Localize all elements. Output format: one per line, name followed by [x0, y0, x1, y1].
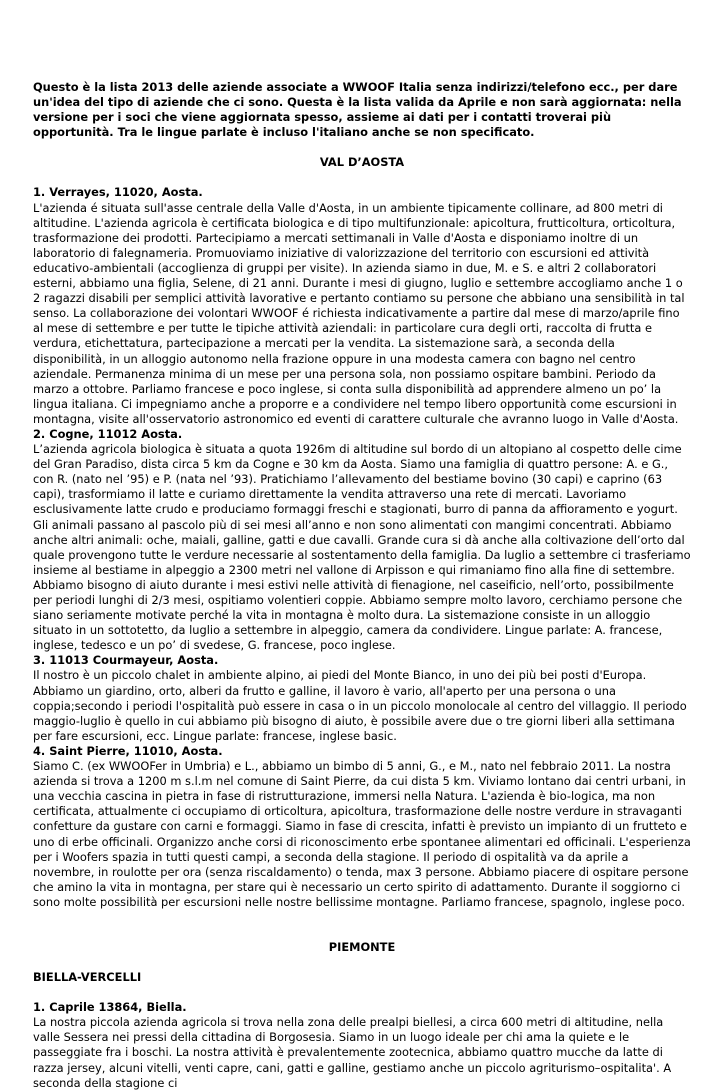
- farm-heading: 1. Caprile 13864, Biella.: [33, 1000, 187, 1015]
- farm-entry-saint-pierre: [33, 744, 691, 910]
- farm-heading: 2. Cogne, 11012 Aosta.: [33, 426, 183, 441]
- farm-description: L’azienda agricola biologica è situata a quota 1926m di altitudine sul bordo di un altopiano al cospetto delle cime del Gran Paradiso, dista circa 5 km da Cogne e 30 km da Aosta. Siamo una famiglia di quattro persone: A. e G., con R. (nato nel ’95) e P. (nata nel ’93). Pratichiamo l’allevamento del bestiame bovino (30 capi) e caprino (63 capi), trasformiamo il latte e curiamo direttamente la vendita attraverso una rete di mercati. Lavoriamo esclusivamente latte crudo e produciamo formaggi freschi e stagionati, burro di panna da affioramento e yogurt. Gli animali passano al pascolo più di sei mesi all’anno e non sono alimentati con mangimi concentrati. Abbiamo anche altri animali: oche, maiali, galline, gatti e due cavalli. Grande cura si dà anche alla coltivazione dell’orto dal quale provengono tutte le verdure necessarie al sostentamento della famiglia. Da luglio a settembre ci trasferiamo insieme al bestiame in alpeggio a 2300 metri nel vallone di Arpisson e qui rimaniamo fino alla fine di settembre. Abbiamo bisogno di aiuto durante i mesi estivi nelle attività di fienagione, nel caseificio, nell’orto, possibilmente per periodi lunghi di 2/3 mesi, ospitiamo volentieri coppie. Abbiamo sempre molto lavoro, cerchiamo persone che siano seriamente motivate perché la vita in montagna è molto dura. La sistemazione consiste in un alloggio situato in un sottotetto, da luglio a settembre in alpeggio, camera da condividere. Lingue parlate: A. francese, inglese, tedesco e un po’ di svedese, G. francese, poco inglese.: [33, 442, 691, 653]
- subregion-title: BIELLA-VERCELLI: [33, 970, 142, 985]
- section-title-piemonte: PIEMONTE: [328, 939, 396, 954]
- document-page: [33, 80, 691, 1091]
- farm-entry-caprile: [33, 1000, 691, 1091]
- farm-entry-verrayes: [33, 185, 691, 427]
- farm-description: L'azienda é situata sull'asse centrale della Valle d'Aosta, in un ambiente tipicamente collinare, ad 800 metri di altitudine. L'azienda agricola è certificata biologica e di tipo multifunzionale: apicoltura, frutticoltura, orticoltura, trasformazione dei prodotti. Partecipiamo a mercati settimanali in Valle d'Aosta e disponiamo inoltre di un laboratorio di falegnameria. Promuoviamo iniziative di valorizzazione del territorio con escursioni ed attività educativo-ambientali (accoglienza di gruppi per visite). In azienda siamo in due, M. e S. e altri 2 collaboratori esterni, abbiamo una figlia, Selene, di 21 anni. Durante i mesi di giugno, luglio e settembre accogliamo anche 1 o 2 ragazzi disabili per semplici attività lavorative e pertanto contiamo su persone che abbiano una sensibilità in tal senso. La collaborazione dei volontari WWOOF é richiesta indicativamente a partire dal mese di marzo/aprile fino al mese di settembre e per tutte le tipiche attività aziendali: in particolare cura degli orti, raccolta di frutta e verdura, etichettatura, partecipazione a mercati per la vendita. La sistemazione sarà, a seconda della disponibilità, in un alloggio autonomo nella frazione oppure in una modesta camera con bagno nel centro aziendale. Permanenza minima di un mese per una persona sola, non possiamo ospitare bambini. Periodo da marzo a ottobre. Parliamo francese e poco inglese, si conta sulla disponibilità ad apprendere almeno un po’ la lingua italiana. Ci impegniamo anche a proporre e a condividere nel tempo libero opportunità come escursioni in montagna, visite all'osservatorio astronomico ed eventi di carattere culturale che avranno luogo in Valle d'Aosta.: [33, 200, 685, 426]
- intro-paragraph: Questo è la lista 2013 delle aziende associate a WWOOF Italia senza indirizzi/telefono ecc., per dare un'idea del tipo di aziende che ci sono. Questa è la lista valida da Aprile e non sarà aggiornata: nella versione per i soci che viene aggiornata spesso, assieme ai dati per i contatti troverai più opportunità. Tra le lingue parlate è incluso l'italiano anche se non specificato.: [33, 80, 682, 140]
- farm-description: La nostra piccola azienda agricola si trova nella zona delle prealpi biellesi, a circa 600 metri di altitudine, nella valle Sessera nei pressi della cittadina di Borgosesia. Siamo in un luogo ideale per chi ama la quiete e le passeggiate fra i boschi. La nostra attività è prevalentemente zootecnica, abbiamo quattro mucche da latte di razza jersey, alcuni vitelli, venti capre, cani, gatti e galline, gestiamo anche un piccolo agriturismo–ospitalita'. A seconda della stagione ci: [33, 1015, 672, 1090]
- farm-description: Siamo C. (ex WWOOFer in Umbria) e L., abbiamo un bimbo di 5 anni, G., e M., nato nel febbraio 2011. La nostra azienda si trova a 1200 m s.l.m nel comune di Saint Pierre, da cui dista 5 km. Viviamo lontano dai centri urbani, in una vecchia cascina in pietra in fase di ristrutturazione, immersi nella Natura. L'azienda è bio-logica, ma non certificata, attualmente ci occupiamo di orticoltura, apicoltura, trasformazione delle nostre verdure in stravaganti confetture da gustare con carni e formaggi. Siamo in fase di crescita, infatti è previsto un impianto di un frutteto e uno di erbe officinali. Organizzo anche corsi di riconoscimento erbe spontanee alimentari ed officinali. L'esperienza per i Woofers spazia in tutti questi campi, a seconda della stagione. Il periodo di ospitalità va da aprile a novembre, in roulotte per ora (senza riscaldamento) o tenda, max 3 persone. Abbiamo piacere di ospitare persone che amino la vita in montagna, per stare qui è necessario un certo spirito di adattamento. Durante il soggiorno ci sono molte possibilità per escursioni nelle nostre bellissime montagne. Parliamo francese, spagnolo, inglese poco.: [33, 759, 691, 909]
- farm-description: Il nostro è un piccolo chalet in ambiente alpino, ai piedi del Monte Bianco, in uno dei più bei posti d'Europa. Abbiamo un giardino, orto, alberi da frutto e galline, il lavoro è vario, all'aperto per una persona o una coppia;secondo i periodi l'ospitalità può essere in casa o in un piccolo monolocale al centro del villaggio. Il periodo maggio-luglio è quello in cui abbiamo più bisogno di aiuto, è possibile avere due o tre giorni liberi alla settimana per fare escursioni, ecc. Lingue parlate: francese, inglese basic.: [33, 668, 687, 743]
- section-title-valdaosta: VAL D’AOSTA: [319, 155, 405, 170]
- farm-heading: 1. Verrayes, 11020, Aosta.: [33, 185, 203, 200]
- farm-entry-cogne: [33, 427, 691, 653]
- farm-heading: 4. Saint Pierre, 11010, Aosta.: [33, 743, 223, 758]
- farm-entry-courmayeur: [33, 653, 691, 744]
- farm-heading: 3. 11013 Courmayeur, Aosta.: [33, 653, 219, 668]
